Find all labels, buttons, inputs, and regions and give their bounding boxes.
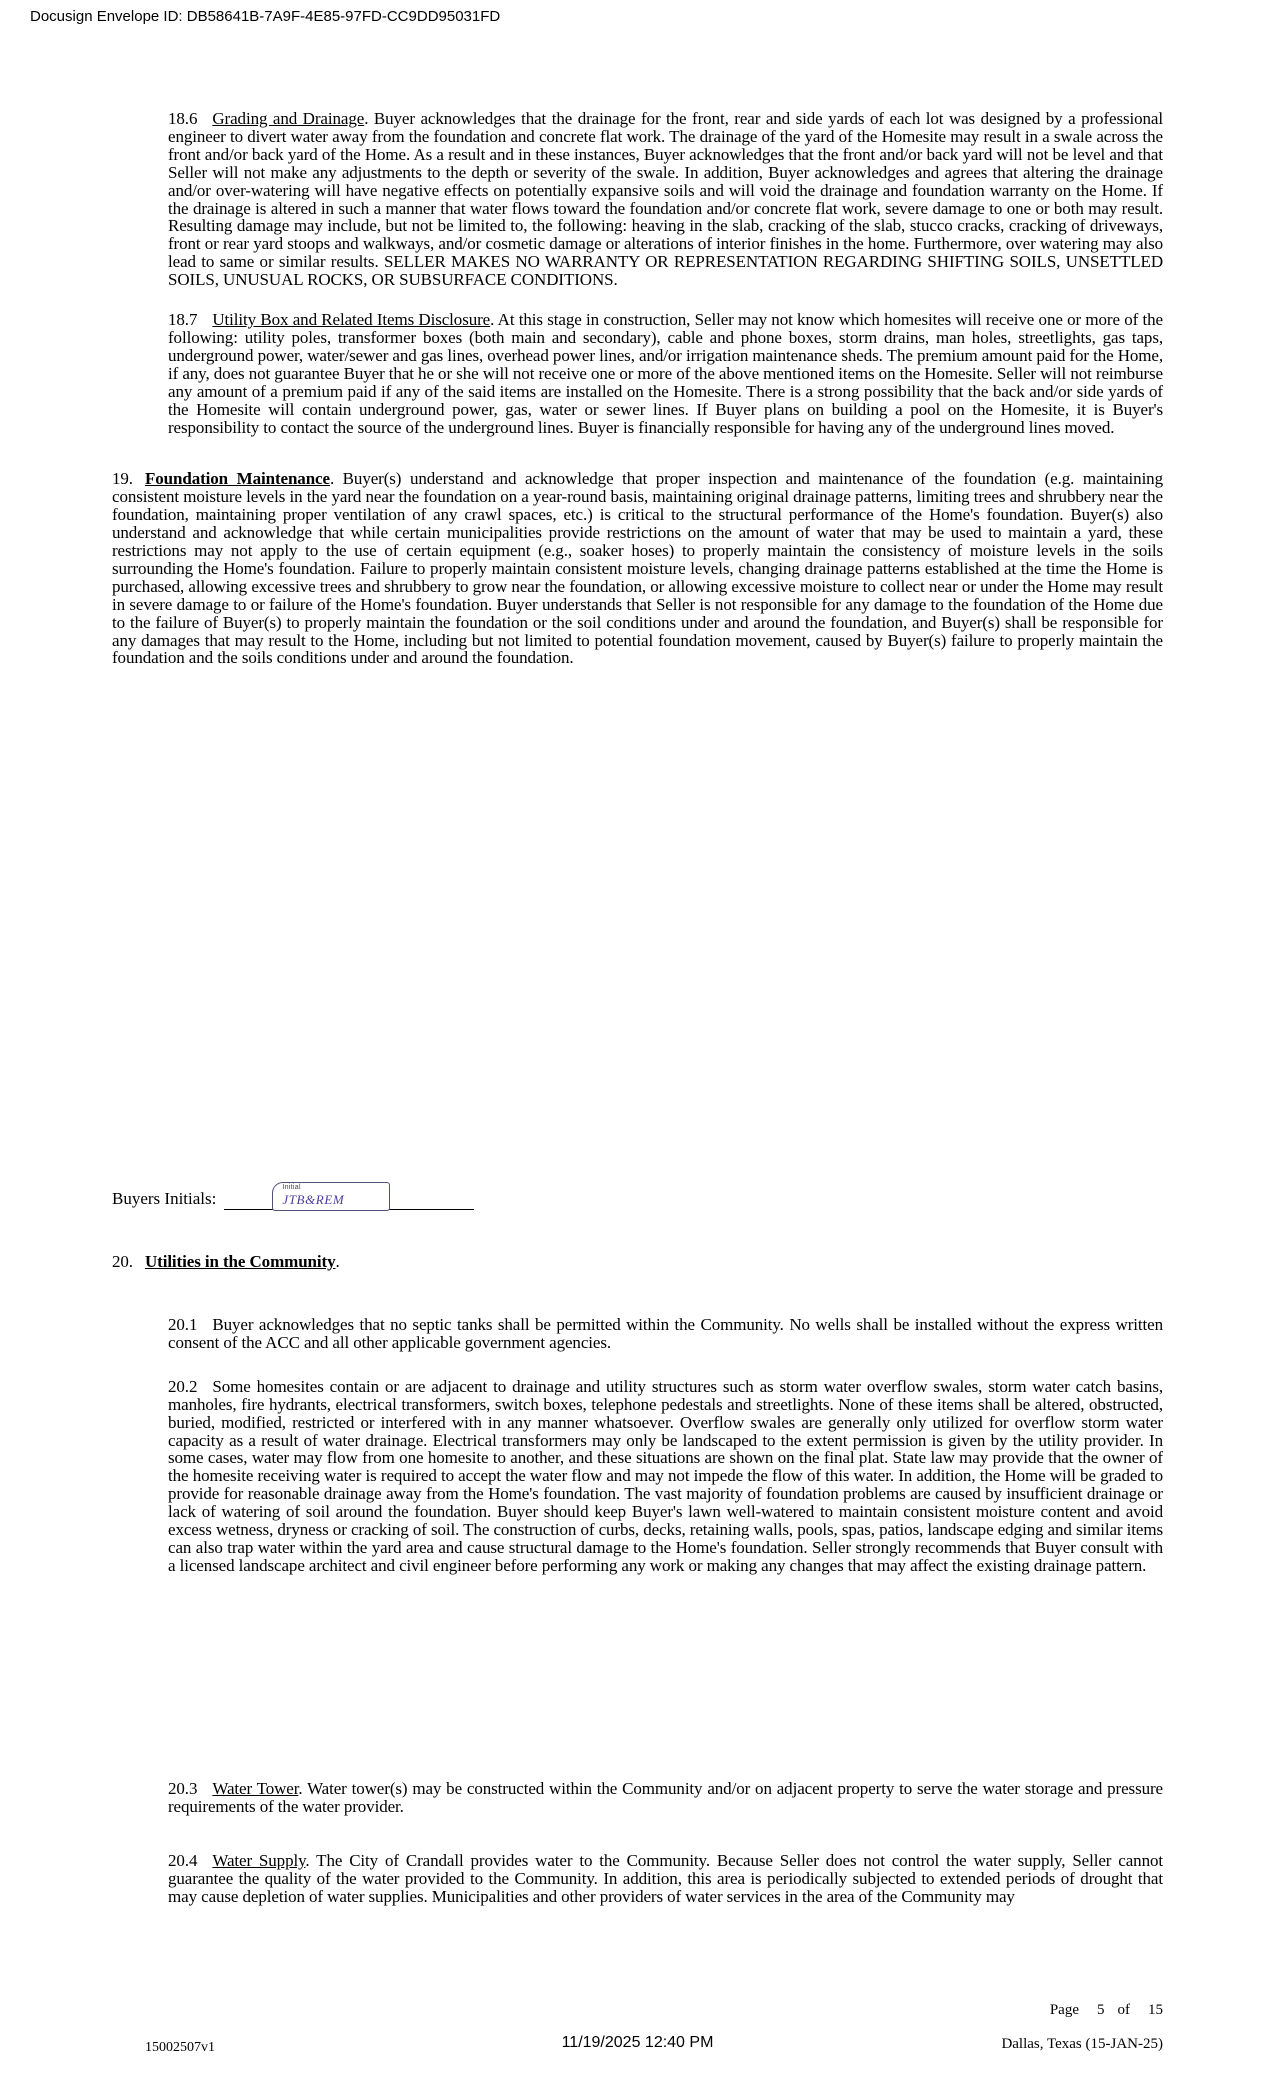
buyers-initials-label: Buyers Initials: <box>112 1189 217 1208</box>
section-number: 20.4 <box>168 1851 198 1870</box>
section-body: Some homesites contain or are adjacent to drainage and utility structures such as storm water overflow swales, storm water catch basins, manholes, fire hydrants, electrical transformers, switch boxes, telephone pedestals and streetlights. None of these items shall be altered, obstructed, buried, modified, restricted or interfered with in any manner whatsoever. Overflow swales are generally only utilized for overflow storm water capacity as a result of water drainage. Electrical transformers may only be landscaped to the extent permission is given by the utility provider. In some cases, water may flow from one homesite to another, and these situations are shown on the final plat. State law may provide that the owner of the homesite receiving water is required to accept the water flow and may not impede the flow of this water. In addition, the Home will be graded to provide for reasonable drainage away from the Home's foundation. The vast majority of foundation problems are caused by insufficient drainage or lack of watering of soil around the foundation. Buyer should keep Buyer's lawn well-watered to maintain consistent moisture content and avoid excess wetness, dryness or cracking of soil. The construction of curbs, decks, retaining walls, pools, spas, patios, landscape edging and similar items can also trap water within the yard area and cause structural damage to the Home's foundation. Seller strongly recommends that Buyer consult with a licensed landscape architect and civil engineer before performing any work or making any changes that may affect the existing drainage pattern. <box>168 1376 1163 1575</box>
section-body: . Buyer acknowledges that the drainage for the front, rear and side yards of each lot was designed by a professional engineer to divert water away from the foundation and concrete flat work. The drainage of the yard of the Homesite may result in a swale across the front and/or back yard of the Home. As a result and in these instances, Buyer acknowledges that the front and/or back yard will not be level and that Seller will not make any adjustments to the depth or severity of the swale. In addition, Buyer acknowledges and agrees that altering the drainage and/or over-watering will have negative effects on potentially expansive soils and will void the drainage and foundation warranty on the Home. If the drainage is altered in such a manner that water flows toward the foundation and/or concrete flat work, severe damage to one or both may result. Resulting damage may include, but not be limited to, the following: heaving in the slab, cracking of the slab, stucco cracks, cracking of driveways, front or rear yard stoops and walkways, and/or cosmetic damage or alterations of interior finishes in the home. Furthermore, over watering may also lead to same or similar results. SELLER MAKES NO WARRANTY OR REPRESENTATION REGARDING SHIFTING SOILS, UNSETTLED SOILS, UNUSUAL ROCKS, OR SUBSURFACE CONDITIONS. <box>168 109 1163 290</box>
docusign-envelope-id: Docusign Envelope ID: DB58641B-7A9F-4E85-97FD-CC9DD95031FD <box>30 8 501 25</box>
section-20-heading <box>112 1252 340 1272</box>
section-heading-period: . <box>335 1252 340 1271</box>
section-20-3-paragraph <box>168 1780 1163 1816</box>
adopted-initials-script: JTB&REM <box>282 1192 345 1207</box>
section-18-6-paragraph <box>168 110 1163 289</box>
section-number: 20. <box>112 1252 133 1271</box>
page-word: Page <box>1049 2002 1079 2018</box>
section-number: 18.7 <box>168 310 198 330</box>
section-18-7-paragraph <box>168 311 1163 436</box>
section-20-1-paragraph <box>168 1316 1163 1352</box>
page-number: 5 <box>1097 2002 1105 2018</box>
section-number: 18.6 <box>168 109 198 128</box>
section-title: Water Supply <box>212 1851 306 1870</box>
section-20-4-paragraph <box>168 1852 1163 1906</box>
section-body: . Water tower(s) may be constructed within the Community and/or on adjacent property to serve the water storage and pressure requirements of the water provider. <box>168 1779 1163 1816</box>
initials-signature-line <box>224 1182 474 1210</box>
section-number: 20.2 <box>168 1376 198 1396</box>
section-title: Utility Box and Related Items Disclosure <box>212 310 491 330</box>
section-number: 20.1 <box>168 1315 198 1334</box>
of-word: of <box>1117 2002 1130 2018</box>
section-title: Water Tower <box>212 1779 299 1798</box>
section-number: 19. <box>112 469 133 489</box>
section-body: . The City of Crandall provides water to the Community. Because Seller does not control the water supply, Seller cannot guarantee the quality of the water provided to the Community. In addition, this area is periodically subjected to extended periods of drought that may cause depletion of water supplies. Municipalities and other providers of water services in the area of the Community may <box>168 1851 1163 1906</box>
section-body: Buyer acknowledges that no septic tanks shall be permitted within the Community. No wells shall be installed without the express written consent of the ACC and all other applicable government agencies. <box>168 1315 1163 1352</box>
initial-tab-label: Initial <box>282 1184 301 1191</box>
section-title: Utilities in the Community <box>144 1252 336 1271</box>
docusign-initial-field[interactable] <box>272 1182 390 1211</box>
section-number: 20.3 <box>168 1779 198 1798</box>
section-20-2-paragraph <box>168 1378 1163 1575</box>
section-title: Grading and Drainage <box>212 109 365 128</box>
city-date-line: Dallas, Texas (15-JAN-25) <box>1001 2036 1163 2052</box>
section-20-subsections <box>168 1316 1163 1575</box>
section-body: . At this stage in construction, Seller may not know which homesites will receive one or more of the following: utility poles, transformer boxes (both main and secondary), cable and phone boxes, storm drains, man holes, streetlights, gas taps, underground power, water/sewer and gas lines, overhead power lines, and/or irrigation maintenance sheds. The premium amount paid for the Home, if any, does not guarantee Buyer that he or she will not receive one or more of the above mentioned items on the Homesite. Seller will not reimburse any amount of a premium paid if any of the said items are installed on the Homesite. There is a strong possibility that the back and/or side yards of the Homesite will contain underground power, gas, water or sewer lines. If Buyer plans on building a pool on the Homesite, it is Buyer's responsibility to contact the source of the underground lines. Buyer is financially responsible for having any of the underground lines moved. <box>168 310 1163 437</box>
buyers-initials-row <box>112 1182 474 1210</box>
section-19-paragraph <box>112 470 1163 667</box>
total-pages: 15 <box>1148 2002 1163 2018</box>
document-control-number: 15002507v1 <box>145 2040 215 2055</box>
datetime-stamp: 11/19/2025 12:40 PM <box>561 2034 714 2051</box>
section-body: . Buyer(s) understand and acknowledge that proper inspection and maintenance of the foundation (e.g. maintaining consistent moisture levels in the yard near the foundation on a year-round basis, maintaining original drainage patterns, limiting trees and shrubbery near the foundation, maintaining proper ventilation of any crawl spaces, etc.) is critical to the structural performance of the Home's foundation. Buyer(s) also understand and acknowledge that while certain municipalities provide restrictions on the amount of water that may be used to maintain a yard, these restrictions may not apply to the use of certain equipment (e.g., soaker hoses) to properly maintain the consistency of moisture levels in the soils surrounding the Home's foundation. Failure to properly maintain consistent moisture levels, changing drainage patterns established at the time the Home is purchased, allowing excessive trees and shrubbery to grow near the foundation, or allowing excessive moisture to collect near or under the Home may result in severe damage to or failure of the Home's foundation. Buyer understands that Seller is not responsible for any damage to the foundation of the Home due to the failure of Buyer(s) to properly maintain the foundation or the soil conditions under and around the foundation, and Buyer(s) shall be responsible for any damages that may result to the Home, including but not limited to potential foundation movement, caused by Buyer(s) failure to properly maintain the foundation and the soils conditions under and around the foundation. <box>112 469 1163 668</box>
page-number-line <box>1050 2002 1163 2019</box>
section-title: Foundation Maintenance <box>144 469 330 489</box>
upper-sections <box>112 110 1163 667</box>
